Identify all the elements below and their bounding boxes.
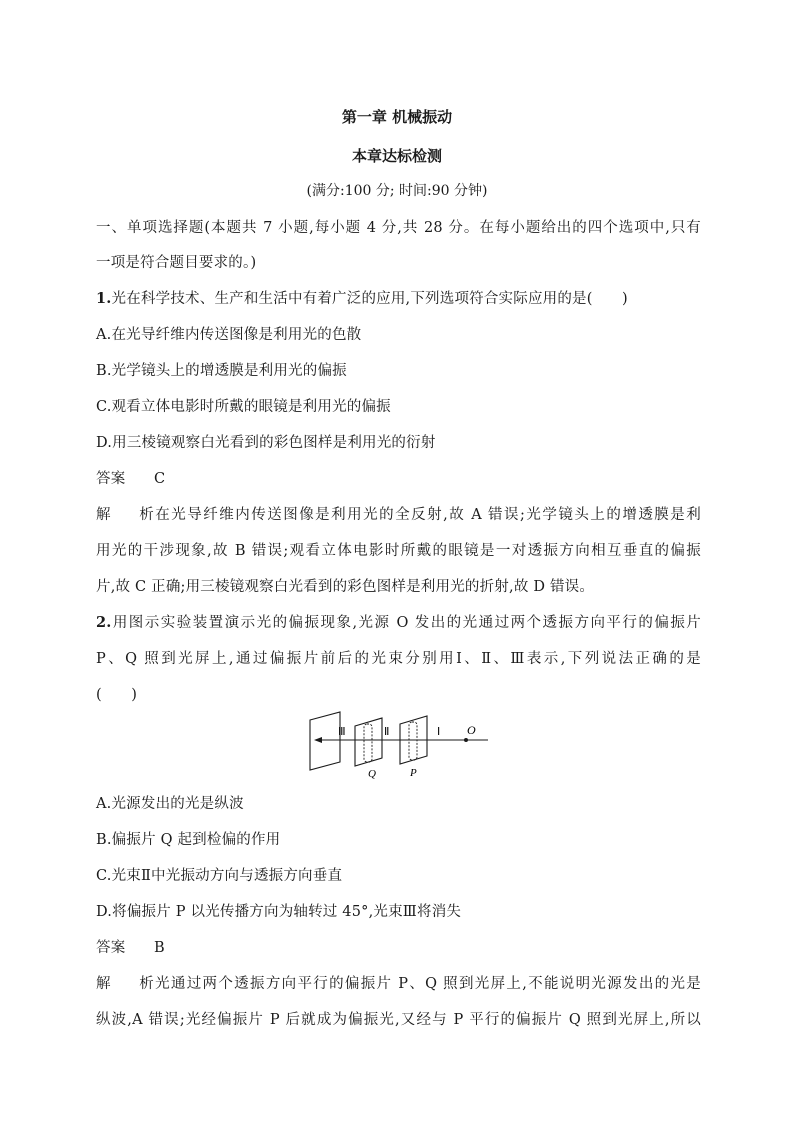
question-2-analysis-2: 纵波,A 错误;光经偏振片 P 后就成为偏振光,又经与 P 平行的偏振片 Q 照到光屏上,所以 [96,1012,701,1028]
answer-value: C [154,471,166,487]
answer-label: 答案 [96,940,126,956]
question-1-option-d: D.用三棱镜观察白光看到的彩色图样是利用光的衍射 [96,435,436,451]
analysis-label: 解析 [96,507,154,523]
light-source-dot [464,738,468,742]
question-2-stem-2: P、Q 照到光屏上,通过偏振片前后的光束分别用Ⅰ、Ⅱ、Ⅲ表示,下列说法正确的是 [96,651,701,667]
light-screen [310,712,340,770]
question-2-stem-3: ( ) [96,687,138,703]
polarizer-q-label: Q [368,768,376,780]
question-1-analysis-2: 用光的干涉现象,故 B 错误;观看立体电影时所戴的眼镜是一对透振方向相互垂直的偏振 [96,543,701,559]
polarizer-q [355,718,382,766]
polarization-figure [300,710,500,782]
question-1-analysis-1 [96,503,701,524]
question-1-answer [96,467,701,488]
question-1-analysis-3: 片,故 C 正确;用三棱镜观察白光看到的彩色图样是利用光的折射,故 D 错误。 [96,579,595,595]
question-2-stem-1 [96,611,701,632]
polarizer-q-slit [364,724,372,762]
question-number: 2. [96,614,112,631]
question-1-stem [96,287,701,308]
beam-arrowhead [314,737,322,743]
beam-label-3: Ⅲ [338,726,346,738]
question-text: 光在科学技术、生产和生活中有着广泛的应用,下列选项符合实际应用的是( ) [111,291,628,307]
section-subtitle: 本章达标检测 [351,147,442,165]
question-2-option-d: D.将偏振片 P 以光传播方向为轴转过 45°,光束Ⅲ将消失 [96,904,462,920]
section-heading-cont: 一项是符合题目要求的。) [96,255,257,271]
question-1-option-a: A.在光导纤维内传送图像是利用光的色散 [96,327,362,343]
question-2-answer [96,936,701,957]
beam-label-2: Ⅱ [384,726,390,738]
chapter-title: 第一章 机械振动 [341,108,453,126]
question-2-option-b: B.偏振片 Q 起到检偏的作用 [96,832,281,848]
question-1-option-c: C.观看立体电影时所戴的眼镜是利用光的偏振 [96,399,391,415]
polarizer-p-slit [409,722,417,760]
section-heading: 一、单项选择题(本题共 7 小题,每小题 4 分,共 28 分。在每小题给出的四个选项中,只有 [96,220,701,236]
question-1-option-b: B.光学镜头上的增透膜是利用光的偏振 [96,363,347,379]
exam-meta: (满分:100 分; 时间:90 分钟) [306,183,488,199]
source-label: O [467,723,476,737]
question-2-option-a: A.光源发出的光是纵波 [96,796,244,812]
beam-label-1: Ⅰ [437,726,441,738]
question-text: 用图示实验装置演示光的偏振现象,光源 O 发出的光通过两个透振方向平行的偏振片 [111,615,701,631]
analysis-text: 在光导纤维内传送图像是利用光的全反射,故 A 错误;光学镜头上的增透膜是利 [154,507,701,523]
analysis-label: 解析 [96,976,154,992]
question-number: 1. [96,290,112,307]
question-2-option-c: C.光束Ⅱ中光振动方向与透振方向垂直 [96,868,343,884]
answer-value: B [154,940,165,956]
analysis-text: 光通过两个透振方向平行的偏振片 P、Q 照到光屏上,不能说明光源发出的光是 [154,976,701,992]
answer-label: 答案 [96,471,126,487]
polarizer-p-label: P [410,767,417,779]
question-2-analysis-1 [96,972,701,993]
